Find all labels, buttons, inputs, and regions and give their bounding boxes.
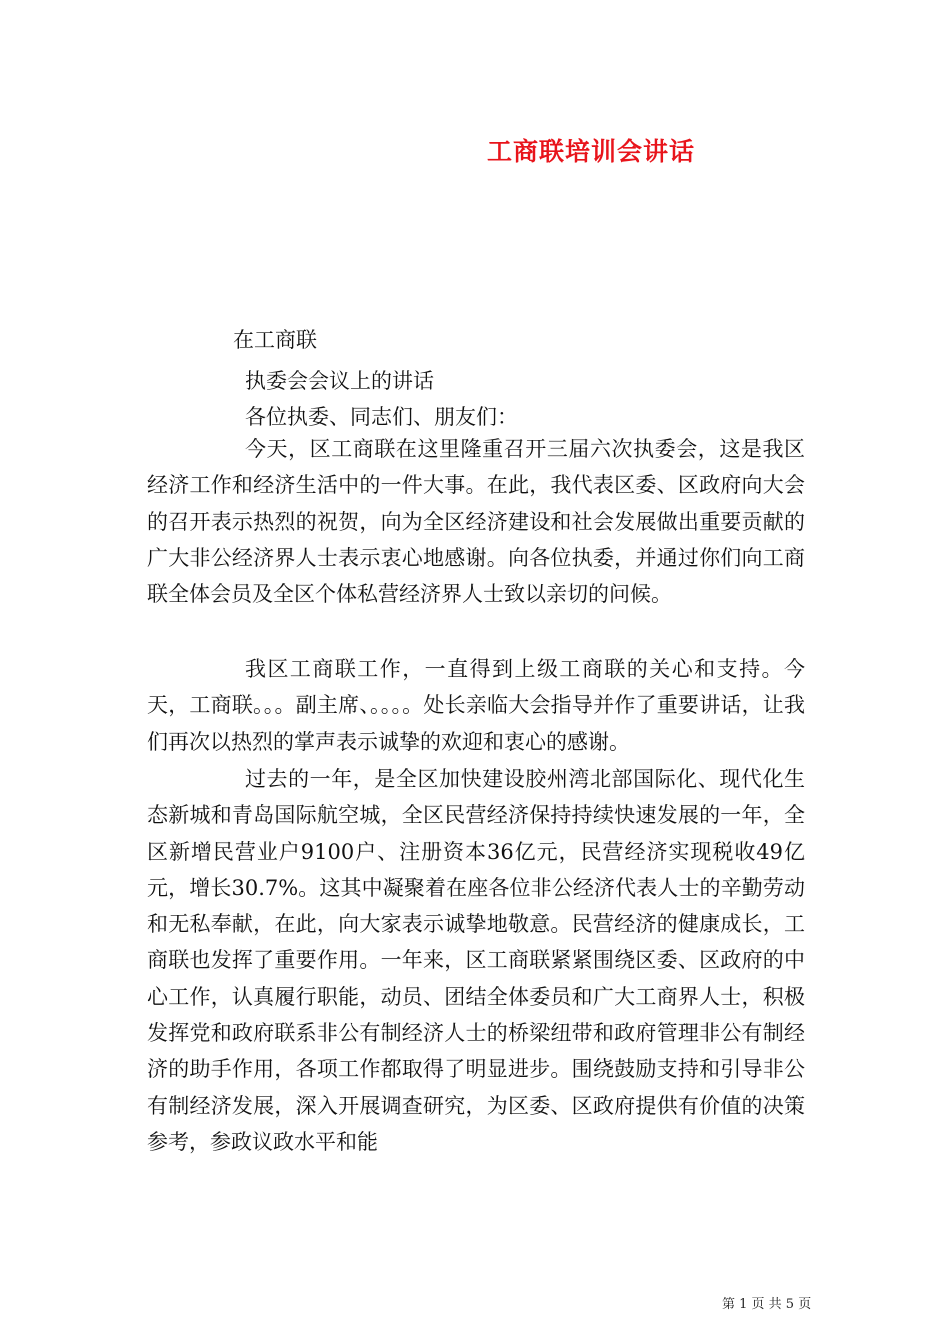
page-number: 第 1 页 共 5 页: [722, 1297, 812, 1312]
heading-line-2: 执委会会议上的讲话: [245, 369, 434, 393]
document-title: 工商联培训会讲话: [487, 137, 696, 166]
heading-line-1: 在工商联: [233, 328, 317, 352]
paragraph-1: 今天，区工商联在这里隆重召开三届六次执委会，这是我区经济工作和经济生活中的一件大事。在此，我代表区委、区政府向大会的召开表示热烈的祝贺，向为全区经济建设和社会发展做出重要贡献的广大非公经济界人士表示衷心地感谢。向各位执委，并通过你们向工商联全体会员及全区个体私营经济界人士致以亲切的问候。: [147, 437, 805, 607]
paragraph-2: 我区工商联工作，一直得到上级工商联的关心和支持。今天，工商联。。。副主席、。。。。处长亲临大会指导并作了重要讲话，让我们再次以热烈的掌声表示诚挚的欢迎和衷心的感谢。: [147, 657, 805, 754]
salutation: 各位执委、同志们、朋友们：: [245, 405, 518, 429]
paragraph-3: 过去的一年，是全区加快建设胶州湾北部国际化、现代化生态新城和青岛国际航空城，全区民营经济保持持续快速发展的一年，全区新增民营业户9100户、注册资本36亿元，民营经济实现税收49亿元，增长30.7%。这其中凝聚着在座各位非公经济代表人士的辛勤劳动和无私奉献，在此，向大家表示诚挚地敬意。民营经济的健康成长，工商联也发挥了重要作用。一年来，区工商联紧紧围绕区委、区政府的中心工作，认真履行职能，动员、团结全体委员和广大工商界人士，积极发挥党和政府联系非公有制经济人士的桥梁纽带和政府管理非公有制经济的助手作用，各项工作都取得了明显进步。围绕鼓励支持和引导非公有制经济发展，深入开展调查研究，为区委、区政府提供有价值的决策参考，参政议政水平和能: [147, 767, 805, 1154]
